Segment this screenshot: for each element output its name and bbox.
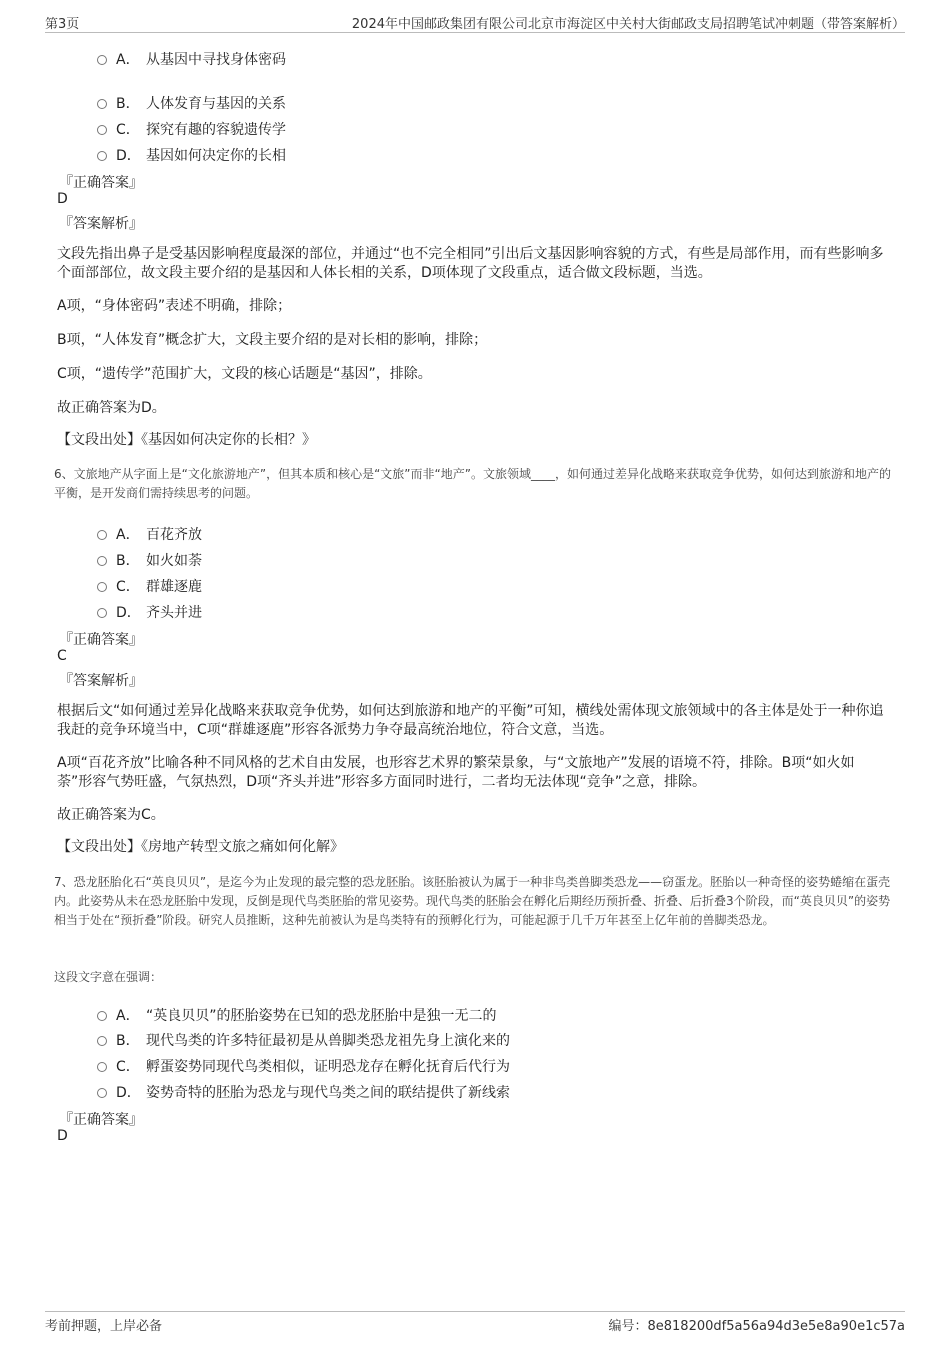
q7-option-b[interactable] (97, 1030, 510, 1050)
q6-analysis-others: A项“百花齐放”比喻各种不同风格的艺术自由发展，也形容艺术界的繁荣景象，与“文旅地产”发展的语境不符，排除。B项“如火如荼”形容气势旺盛，气氛热烈，D项“齐头并进”形容多方面同时进行，二者均无法体现“竞争”之意，排除。 (57, 755, 855, 790)
option-letter: C． (116, 1059, 140, 1075)
q6-option-a[interactable] (97, 524, 202, 544)
footer-slogan: 考前押题，上岸必备 (45, 1319, 163, 1334)
q7-answer: D (57, 1128, 68, 1144)
option-text: 百花齐放 (146, 527, 202, 543)
option-text: “英良贝贝”的胚胎姿势在已知的恐龙胚胎中是独一无二的 (146, 1008, 497, 1024)
q6-source: 【文段出处】《房地产转型文旅之痛如何化解》 (57, 839, 344, 855)
radio-icon[interactable] (97, 1011, 107, 1021)
q6-analysis-main: 根据后文“如何通过差异化战略来获取竞争优势，如何达到旅游和地产的平衡”可知，横线处需体现文旅领域中的各主体是处于一种你追我赶的竞争环境当中，C项“群雄逐鹿”形容各派势力争夺最高统治地位，符合文意，当选。 (57, 703, 884, 738)
option-letter: A． (116, 1008, 140, 1024)
option-letter: D． (116, 148, 141, 164)
document-id: 编号：8e818200df5a56a94d3e5e8a90e1c57a (608, 1319, 905, 1334)
q6-answer-label: 『正确答案』 (59, 632, 143, 648)
radio-icon[interactable] (97, 1036, 107, 1046)
option-text: 基因如何决定你的长相 (146, 148, 286, 164)
radio-icon[interactable] (97, 1088, 107, 1098)
option-text: 齐头并进 (146, 605, 202, 621)
q7-option-d[interactable] (97, 1082, 510, 1102)
q7-question: 7、恐龙胚胎化石“英良贝贝”，是迄今为止发现的最完整的恐龙胚胎。该胚胎被认为属于一种非鸟类兽脚类恐龙——窃蛋龙。胚胎以一种奇怪的姿势蜷缩在蛋壳内。此姿势从未在恐龙胚胎中发现，反倒是现代鸟类胚胎的常见姿势。现代鸟类的胚胎会在孵化后期经历预折叠、折叠、后折叠3个阶段，而“英良贝贝”的姿势相当于处在“预折叠”阶段。研究人员推断，这种先前被认为是鸟类特有的预孵化行为，可能起源于几千万年甚至上亿年前的兽脚类恐龙。 (54, 875, 891, 927)
option-text: 姿势奇特的胚胎为恐龙与现代鸟类之间的联结提供了新线索 (146, 1085, 510, 1101)
page-number: 第3页 (45, 17, 80, 32)
q6-option-d[interactable] (97, 602, 202, 622)
option-text: 孵蛋姿势同现代鸟类相似，证明恐龙存在孵化抚育后代行为 (146, 1059, 510, 1075)
option-letter: C． (116, 579, 140, 595)
radio-icon[interactable] (97, 608, 107, 618)
q5-analysis-label: 『答案解析』 (59, 216, 143, 232)
document-title: 2024年中国邮政集团有限公司北京市海淀区中关村大街邮政支局招聘笔试冲刺题（带答案解析） (351, 17, 905, 32)
option-text: 人体发育与基因的关系 (146, 96, 286, 112)
q5-answer-label: 『正确答案』 (59, 175, 143, 191)
q6-question: 6、文旅地产从字面上是“文化旅游地产”，但其本质和核心是“文旅”而非“地产”。文旅领域____，如何通过差异化战略来获取竞争优势，如何达到旅游和地产的平衡，是开发商们需持续思考的问题。 (54, 467, 891, 500)
radio-icon[interactable] (97, 99, 107, 109)
option-letter: B． (116, 553, 140, 569)
q5-option-a[interactable] (97, 49, 286, 69)
q5-option-c[interactable] (97, 119, 286, 139)
radio-icon[interactable] (97, 55, 107, 65)
q6-conclusion: 故正确答案为C。 (57, 807, 165, 823)
q5-analysis-b: B项，“人体发育”概念扩大，文段主要介绍的是对长相的影响，排除； (57, 332, 488, 348)
option-text: 探究有趣的容貌遗传学 (146, 122, 286, 138)
option-text: 现代鸟类的许多特征最初是从兽脚类恐龙祖先身上演化来的 (146, 1033, 510, 1049)
q7-option-c[interactable] (97, 1056, 510, 1076)
page-footer (45, 1311, 905, 1342)
radio-icon[interactable] (97, 530, 107, 540)
q6-option-b[interactable] (97, 550, 202, 570)
q5-option-d[interactable] (97, 145, 286, 165)
q5-analysis-main: 文段先指出鼻子是受基因影响程度最深的部位，并通过“也不完全相同”引出后文基因影响容貌的方式，有些是局部作用，而有些影响多个面部部位，故文段主要介绍的是基因和人体长相的关系，D项体现了文段重点，适合做文段标题，当选。 (57, 246, 884, 281)
q7-option-a[interactable] (97, 1005, 497, 1025)
page-header (45, 10, 905, 33)
q5-option-b[interactable] (97, 93, 286, 113)
option-letter: C． (116, 122, 140, 138)
option-letter: D． (116, 605, 141, 621)
q7-answer-label: 『正确答案』 (59, 1112, 143, 1128)
radio-icon[interactable] (97, 582, 107, 592)
option-text: 从基因中寻找身体密码 (146, 52, 286, 68)
q5-analysis-c: C项，“遗传学”范围扩大，文段的核心话题是“基因”，排除。 (57, 366, 432, 382)
q5-source: 【文段出处】《基因如何决定你的长相？》 (57, 432, 316, 448)
option-letter: A． (116, 52, 140, 68)
option-text: 群雄逐鹿 (146, 579, 202, 595)
radio-icon[interactable] (97, 151, 107, 161)
q6-option-c[interactable] (97, 576, 202, 596)
radio-icon[interactable] (97, 125, 107, 135)
option-letter: A． (116, 527, 140, 543)
radio-icon[interactable] (97, 556, 107, 566)
option-letter: B． (116, 96, 140, 112)
option-letter: D． (116, 1085, 141, 1101)
q5-analysis-a: A项，“身体密码”表述不明确，排除； (57, 298, 292, 314)
option-text: 如火如荼 (146, 553, 202, 569)
option-letter: B． (116, 1033, 140, 1049)
q5-conclusion: 故正确答案为D。 (57, 400, 166, 416)
radio-icon[interactable] (97, 1062, 107, 1072)
q6-analysis-label: 『答案解析』 (59, 673, 143, 689)
q7-prompt: 这段文字意在强调： (54, 970, 163, 984)
q6-answer: C (57, 648, 67, 664)
q5-answer: D (57, 191, 68, 207)
